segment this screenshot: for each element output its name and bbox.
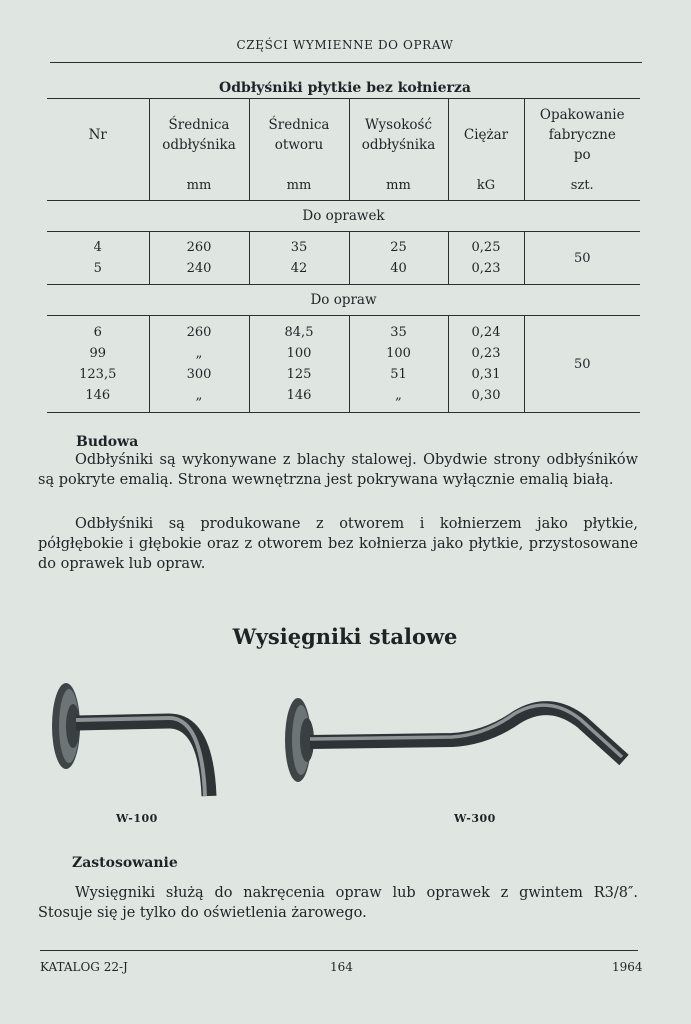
- running-title: CZĘŚCI WYMIENNE DO OPRAW: [236, 38, 454, 52]
- long-s-arm-image: [282, 692, 632, 788]
- col-header-srednica-odblysnika: Średnica odbłyśnika: [149, 99, 249, 171]
- cell-opakowanie: 50: [524, 232, 640, 285]
- section-header-row: [47, 285, 640, 316]
- cell-otwor: 84,5 100 125 146: [249, 316, 349, 413]
- header-rule: [50, 62, 642, 63]
- unit-opakowanie: szt.: [524, 171, 640, 201]
- short-bent-arm-image: [44, 676, 224, 806]
- figure-label-w300: W-300: [454, 812, 496, 825]
- unit-nr: [47, 171, 149, 201]
- budowa-paragraph-1: Odbłyśniki są wykonywane z blachy stalowej. Obydwie strony odbłyśników są pokryte emalią. Strona wewnętrzna jest pokrywana wyłącznie emalią białą.: [38, 452, 638, 488]
- col-header-srednica-otworu: Średnica otworu: [249, 99, 349, 171]
- table-header-row: [47, 99, 640, 171]
- col-header-ciezar: Ciężar: [448, 99, 524, 171]
- cell-nr: 6 99 123,5 146: [79, 325, 117, 403]
- wysiegniki-title: Wysięgniki stalowe: [232, 624, 458, 649]
- cell-nr: 4 5: [93, 240, 102, 276]
- table-row-group: [47, 316, 640, 413]
- budowa-heading: Budowa: [76, 434, 139, 450]
- section-header-row: [47, 201, 640, 232]
- table-title: Odbłyśniki płytkie bez kołnierza: [219, 80, 471, 96]
- section-title: Do oprawek: [47, 201, 640, 232]
- cell-srednica: 260 „ 300 „: [149, 316, 249, 413]
- cell-ciezar: 0,24 0,23 0,31 0,30: [448, 316, 524, 413]
- zastosowanie-heading: Zastosowanie: [72, 855, 178, 871]
- cell-otwor: 35 42: [249, 232, 349, 285]
- col-header-opakowanie: Opakowanie fabryczne po: [524, 99, 640, 171]
- zastosowanie-paragraph: Wysięgniki służą do nakręcenia opraw lub oprawek z gwintem R3/8″. Stosuje się je tylko do oświetlenia żarowego.: [38, 885, 638, 921]
- cell-wysokosc: 35 100 51 „: [349, 316, 448, 413]
- unit-otwor: mm: [249, 171, 349, 201]
- cell-wysokosc: 25 40: [349, 232, 448, 285]
- budowa-paragraph-2: Odbłyśniki są produkowane z otworem i kołnierzem jako płytkie, półgłębokie i głębokie oraz z otworem bez kołnierza jako płytkie, przystosowane do oprawek lub opraw.: [38, 516, 638, 572]
- col-header-nr: Nr: [88, 126, 107, 143]
- unit-srednica: mm: [149, 171, 249, 201]
- footer-year: 1964: [612, 960, 643, 974]
- cell-opakowanie: 50: [524, 316, 640, 413]
- figure-label-w100: W-100: [116, 812, 158, 825]
- table-unit-row: [47, 171, 640, 201]
- footer-catalog: KATALOG 22-J: [40, 960, 128, 974]
- col-header-wysokosc: Wysokość odbłyśnika: [349, 99, 448, 171]
- section-title: Do opraw: [47, 285, 640, 316]
- unit-ciezar: kG: [448, 171, 524, 201]
- reflector-table: [47, 98, 640, 413]
- footer-page-number: 164: [330, 960, 353, 974]
- table-row-group: [47, 232, 640, 285]
- cell-ciezar: 0,25 0,23: [448, 232, 524, 285]
- cell-srednica: 260 240: [149, 232, 249, 285]
- unit-wysokosc: mm: [349, 171, 448, 201]
- footer-rule: [40, 950, 638, 951]
